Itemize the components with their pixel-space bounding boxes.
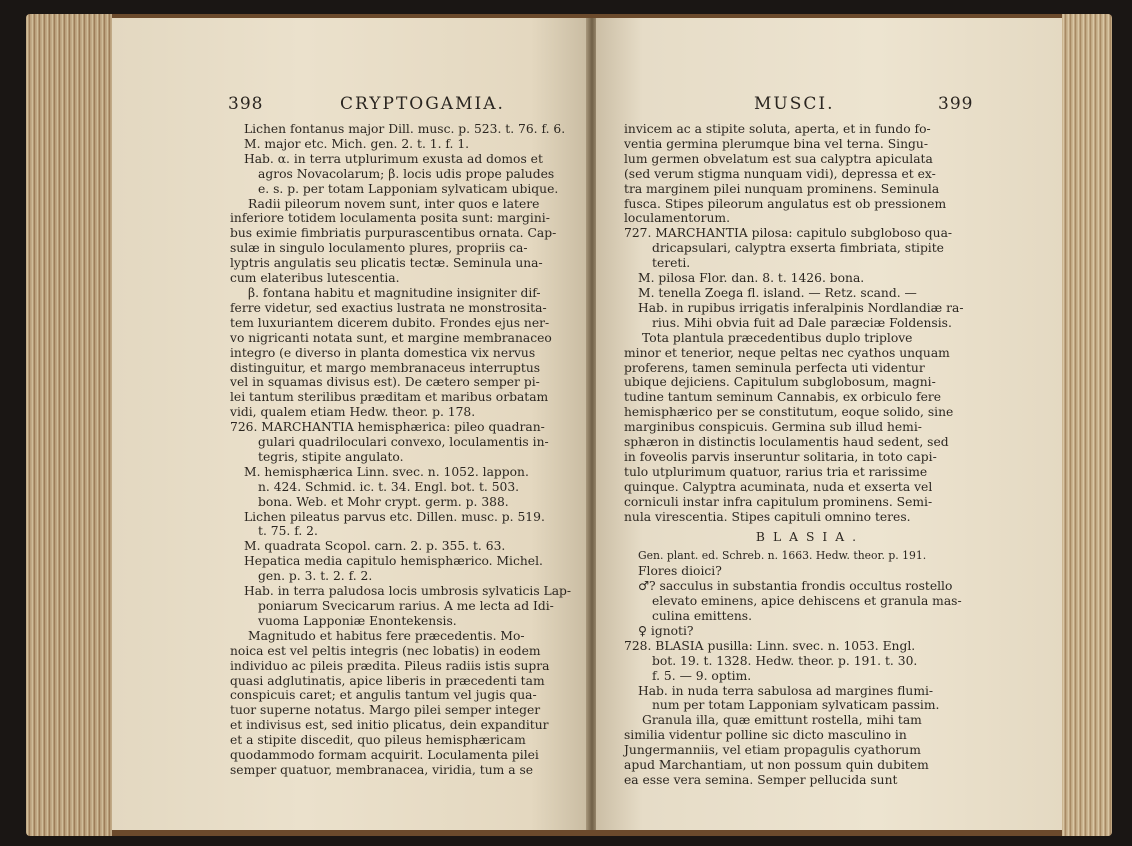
text-line: rius. Mihi obvia fuit ad Dale paræciæ Foldensis. xyxy=(652,315,952,330)
text-line: Hab. α. in terra utplurimum exusta ad domos et xyxy=(244,151,543,166)
text-line: marginibus conspicuis. Germina sub illud hemi- xyxy=(624,420,922,435)
text-line: corniculi instar infra capitulum prominens. Semi- xyxy=(624,494,933,509)
text-line: 728. BLASIA pusilla: Linn. svec. n. 1053. Engl. xyxy=(624,638,916,653)
text-line: semper quatuor, membranacea, viridia, tum a se xyxy=(230,762,534,777)
text-line: M. pilosa Flor. dan. 8. t. 1426. bona. xyxy=(638,271,865,286)
text-line: Hepatica media capitulo hemisphærico. Michel. xyxy=(244,554,543,569)
text-line: num per totam Lapponiam sylvaticam passim. xyxy=(652,698,940,713)
text-line: poniarum Svecicarum rarius. A me lecta ad Idi- xyxy=(258,599,554,613)
text-line: ventia germina plerumque bina vel terna. Singu- xyxy=(624,136,928,151)
text-line: Magnitudo et habitus fere præcedentis. Mo- xyxy=(248,628,525,643)
text-line: tudine tantum seminum Cannabis, ex orbiculo fere xyxy=(624,390,942,405)
text-line: M. hemisphærica Linn. svec. n. 1052. lappon. xyxy=(244,464,529,479)
text-line: tra marginem pilei nunquam prominens. Seminula xyxy=(624,181,940,196)
text-line: BLASIA. xyxy=(755,530,865,545)
text-line: M. major etc. Mich. gen. 2. t. 1. f. 1. xyxy=(244,136,470,151)
text-line: in foveolis parvis inseruntur solitaria, in toto capi- xyxy=(624,449,937,464)
text-line: vel in squamas divisus est). De cætero semper pi- xyxy=(230,375,540,390)
text-line: lei tantum sterilibus præditam et maribus orbatam xyxy=(230,390,549,405)
text-line: fusca. Stipes pileorum angulatus est ob pressionem xyxy=(624,196,947,211)
text-line: e. s. p. per totam Lapponiam sylvaticam ubique. xyxy=(258,181,559,196)
left-page xyxy=(112,18,588,830)
text-line: loculamentorum. xyxy=(624,211,730,226)
text-line: ubique dejiciens. Capitulum subglobosum, magni- xyxy=(624,375,936,390)
open-book xyxy=(26,14,1112,836)
text-line: Lichen fontanus major Dill. musc. p. 523. t. 76. f. 6. xyxy=(244,122,566,136)
text-line: elevato eminens, apice dehiscens et granula mas- xyxy=(652,594,962,609)
text-line: invicem ac a stipite soluta, aperta, et in fundo fo- xyxy=(624,122,931,136)
text-line: tereti. xyxy=(652,256,691,271)
text-line: ea esse vera semina. Semper pellucida sunt xyxy=(624,772,898,787)
text-line: tegris, stipite angulato. xyxy=(258,449,404,464)
right-running-head: MUSCI. xyxy=(754,94,835,114)
text-line: nula virescentia. Stipes capituli omnino teres. xyxy=(624,509,911,524)
text-line: M. tenella Zoega fl. island. — Retz. scand. — xyxy=(638,285,917,300)
text-line: gen. p. 3. t. 2. f. 2. xyxy=(258,569,373,584)
text-line: dricapsulari, calyptra exserta fimbriata, stipite xyxy=(652,241,944,256)
text-line: sphæron in distinctis loculamentis haud sedent, sed xyxy=(624,435,949,450)
text-line: vo nigricanti notata sunt, et margine membranaceo xyxy=(230,330,552,345)
left-page-body xyxy=(230,122,580,778)
text-line: Hab. in nuda terra sabulosa ad margines flumi- xyxy=(638,683,934,698)
text-line: ♂? sacculus in substantia frondis occultus rostello xyxy=(638,579,953,594)
text-line: Lichen pileatus parvus etc. Dillen. musc. p. 519. xyxy=(244,509,545,524)
text-line: Radii pileorum novem sunt, inter quos e latere xyxy=(248,196,540,211)
text-line: tuor superne notatus. Margo pilei semper integer xyxy=(230,703,541,718)
text-line: bus eximie fimbriatis purpurascentibus ornata. Cap- xyxy=(230,226,557,241)
text-line: quasi adglutinatis, apice liberis in præcedenti tam xyxy=(230,673,545,688)
text-line: quinque. Calyptra acuminata, nuda et exserta vel xyxy=(624,479,933,494)
text-line: apud Marchantiam, ut non possum quin dubitem xyxy=(624,758,929,773)
text-line: n. 424. Schmid. ic. t. 34. Engl. bot. t. 503. xyxy=(258,479,520,494)
text-line: minor et tenerior, neque peltas nec cyathos unquam xyxy=(624,345,950,360)
left-running-head: CRYPTOGAMIA. xyxy=(340,94,505,114)
text-line: Flores dioici? xyxy=(638,564,722,579)
text-line: noica est vel peltis integris (nec lobatis) in eodem xyxy=(230,643,541,658)
text-line: Jungermanniis, vel etiam propagulis cyathorum xyxy=(624,743,921,758)
right-page-number: 399 xyxy=(938,94,974,114)
text-line: gulari quadriloculari convexo, loculamentis in- xyxy=(258,435,549,450)
text-line: et a stipite discedit, quo pileus hemisphæricam xyxy=(230,733,526,748)
text-line: hemisphærico per se constitutum, eoque solido, sine xyxy=(624,405,954,420)
text-line: bona. Web. et Mohr crypt. germ. p. 388. xyxy=(258,494,509,509)
text-line: inferiore totidem loculamenta posita sunt: margini- xyxy=(230,211,550,226)
text-line: ferre videtur, sed exactius lustrata ne monstrosita- xyxy=(230,300,547,315)
text-line: Hab. in rupibus irrigatis inferalpinis Nordlandiæ ra- xyxy=(638,300,964,315)
text-line: Granula illa, quæ emittunt rostella, mihi tam xyxy=(642,713,922,728)
text-line: Gen. plant. ed. Schreb. n. 1663. Hedw. theor. p. 191. xyxy=(638,549,927,563)
left-page-number: 398 xyxy=(228,94,264,114)
text-line: proferens, tamen seminula perfecta uti videntur xyxy=(624,360,925,375)
text-line: quodammodo formam acquirit. Loculamenta pilei xyxy=(230,748,539,763)
text-line: lum germen obvelatum est sua calyptra apiculata xyxy=(624,151,933,166)
text-line: conspicuis caret; et angulis tantum vel jugis qua- xyxy=(230,688,537,703)
text-line: et indivisus est, sed initio plicatus, dein expanditur xyxy=(230,718,549,733)
text-line: vuoma Lapponiæ Enontekensis. xyxy=(258,613,457,628)
text-line: f. 5. — 9. optim. xyxy=(652,668,752,683)
right-page-edges xyxy=(1062,14,1112,836)
text-line: tem luxuriantem dicerem dubito. Frondes ejus ner- xyxy=(230,315,550,330)
left-page-edges xyxy=(26,14,112,836)
text-line: Hab. in terra paludosa locis umbrosis sylvaticis Lap- xyxy=(244,584,572,599)
text-line: t. 75. f. 2. xyxy=(258,524,318,539)
text-line: Tota plantula præcedentibus duplo triplove xyxy=(642,330,913,345)
text-line: culina emittens. xyxy=(652,609,753,623)
text-line: ♀ ignoti? xyxy=(638,623,694,638)
text-line: β. fontana habitu et magnitudine insigniter dif- xyxy=(248,285,541,300)
text-line: tulo utplurimum quatuor, rarius tria et rarissime xyxy=(624,464,928,479)
text-line: agros Novacolarum; β. locis udis prope paludes xyxy=(258,166,555,181)
text-line: (sed verum stigma nunquam vidi), depressa et ex- xyxy=(624,166,936,181)
text-line: similia videntur polline sic dicto masculino in xyxy=(624,728,907,743)
text-line: distinguitur, et margo membranaceus interruptus xyxy=(230,360,541,375)
text-line: sulæ in singulo loculamento plures, propriis ca- xyxy=(230,241,528,256)
text-line: 726. MARCHANTIA hemisphærica: pileo quadran- xyxy=(230,420,545,435)
right-page xyxy=(596,18,1062,830)
text-line: cum elateribus lutescentia. xyxy=(230,271,400,286)
text-line: 727. MARCHANTIA pilosa: capitulo subgloboso qua- xyxy=(624,226,953,241)
text-line: integro (e diverso in planta domestica vix nervus xyxy=(230,345,536,360)
text-line: bot. 19. t. 1328. Hedw. theor. p. 191. t. 30. xyxy=(652,653,918,668)
text-line: lyptris angulatis seu plicatis tectæ. Seminula una- xyxy=(230,256,543,271)
text-line: individuo ac pileis prædita. Pileus radiis istis supra xyxy=(230,658,550,673)
text-line: M. quadrata Scopol. carn. 2. p. 355. t. 63. xyxy=(244,539,506,554)
right-page-body xyxy=(624,122,996,788)
text-line: vidi, qualem etiam Hedw. theor. p. 178. xyxy=(230,405,476,420)
